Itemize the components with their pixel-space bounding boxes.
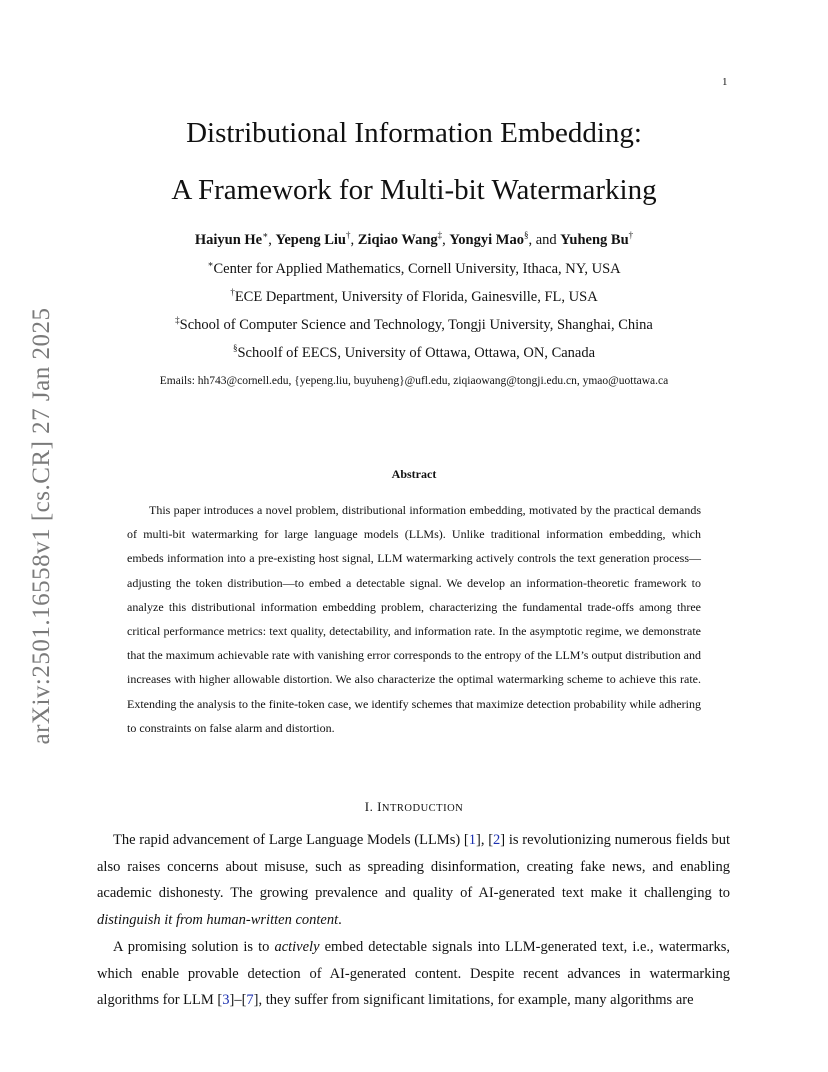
italic-text: actively — [274, 939, 320, 955]
text-run: ], [ — [476, 832, 494, 848]
author-name: Haiyun He — [194, 231, 263, 248]
author-name: Yepeng Liu — [275, 231, 346, 248]
paper-title-line-2: A Framework for Multi-bit Watermarking — [171, 174, 657, 206]
abstract-heading: Abstract — [391, 467, 437, 481]
text-run: A promising solution is to — [113, 939, 275, 955]
author-name: Ziqiao Wang — [357, 231, 438, 248]
paper-title-line-1: Distributional Information Embedding: — [186, 117, 642, 149]
author-conjunction: and — [535, 231, 557, 248]
author-emails: Emails: hh743@cornell.edu, {yepeng.liu, buyuheng}@ufl.edu, ziqiaowang@tongji.edu.cn, ymao@uottawa.ca — [159, 375, 669, 387]
affiliation — [0, 315, 828, 334]
text-run: ]–[ — [229, 992, 247, 1008]
text-run: ], they suffer from significant limitations, for example, many algorithms are — [253, 992, 694, 1008]
text-run: embed detectable signals into LLM-generated text, i.e., watermarks, which enable provable detection of AI-generated content. Despite recent advances in watermarking algorithms for LLM [ — [97, 939, 730, 1008]
author-mark: ‡ — [437, 230, 443, 240]
citation-link[interactable]: 1 — [468, 832, 476, 848]
text-run: . — [338, 911, 342, 928]
section-title-first-letter: I — [377, 799, 382, 814]
section-title-rest: NTRODUCTION — [381, 803, 464, 814]
section-heading — [0, 799, 828, 815]
author-mark: † — [346, 230, 351, 240]
affiliation — [0, 287, 828, 306]
citation-link[interactable]: 3 — [222, 992, 230, 1008]
author-name: Yongyi Mao — [449, 231, 524, 248]
author-mark: ∗ — [262, 230, 269, 240]
affiliation-mark: ∗ — [207, 259, 214, 269]
italic-text: distinguish it from human-written content — [97, 911, 339, 928]
intro-paragraph-2 — [97, 934, 730, 1014]
author-name: Yuheng Bu — [560, 231, 629, 248]
abstract-body: This paper introduces a novel problem, distributional information embedding, motivated by the practical demands of multi-bit watermarking for large language models (LLMs). Unlike traditional information embedding, which embeds information into a pre-existing host signal, LLM watermarking actively controls the text generation process—adjusting the token distribution—to embed a detectable signal. We develop an information-theoretic framework to analyze this distributional information embedding problem, characterizing the fundamental trade-offs among three critical performance metrics: text quality, detectability, and information rate. In the asymptotic regime, we demonstrate that the maximum achievable rate with vanishing error corresponds to the entropy of the LLM’s output distribution and increases with higher allowable distortion. We also characterize the optimal watermarking scheme to achieve this rate. Extending the analysis to the finite-token case, we identify schemes that maximize detection probability while adhering to constraints on false alarm and distortion. — [127, 503, 701, 735]
arxiv-identifier-stamp: arXiv:2501.16558v1 [cs.CR] 27 Jan 2025 — [28, 307, 55, 745]
affiliation-mark: ‡ — [175, 315, 180, 325]
page-number: 1 — [722, 76, 728, 88]
section-numeral: I. — [364, 799, 374, 814]
affiliation-text: School of Computer Science and Technology, Tongji University, Shanghai, China — [179, 316, 653, 333]
text-run: ] is revolutionizing numerous fields but also raises concerns about misuse, such as spreading disinformation, creating fake news, and enabling academic dishonesty. The growing prevalence and quality of AI-generated text make it challenging to — [97, 832, 730, 901]
affiliation-mark: † — [230, 287, 235, 297]
author-mark: § — [523, 230, 529, 240]
author-mark: † — [628, 230, 634, 240]
affiliation-text: Schoolf of EECS, University of Ottawa, Ottawa, ON, Canada — [237, 344, 596, 361]
affiliation — [0, 343, 828, 362]
affiliation-text: Center for Applied Mathematics, Cornell University, Ithaca, NY, USA — [213, 260, 621, 277]
citation-link[interactable]: 7 — [246, 992, 254, 1008]
affiliation-mark: § — [232, 343, 238, 353]
author-list: Haiyun He∗, Yepeng Liu†, Ziqiao Wang‡, Yongyi Mao§, and Yuheng Bu† — [194, 230, 634, 248]
intro-paragraph-1 — [97, 827, 730, 933]
citation-link[interactable]: 2 — [493, 832, 501, 848]
affiliation — [0, 259, 828, 278]
text-run: The rapid advancement of Large Language Models (LLMs) [ — [113, 832, 469, 848]
affiliation-text: ECE Department, University of Florida, Gainesville, FL, USA — [234, 288, 598, 305]
